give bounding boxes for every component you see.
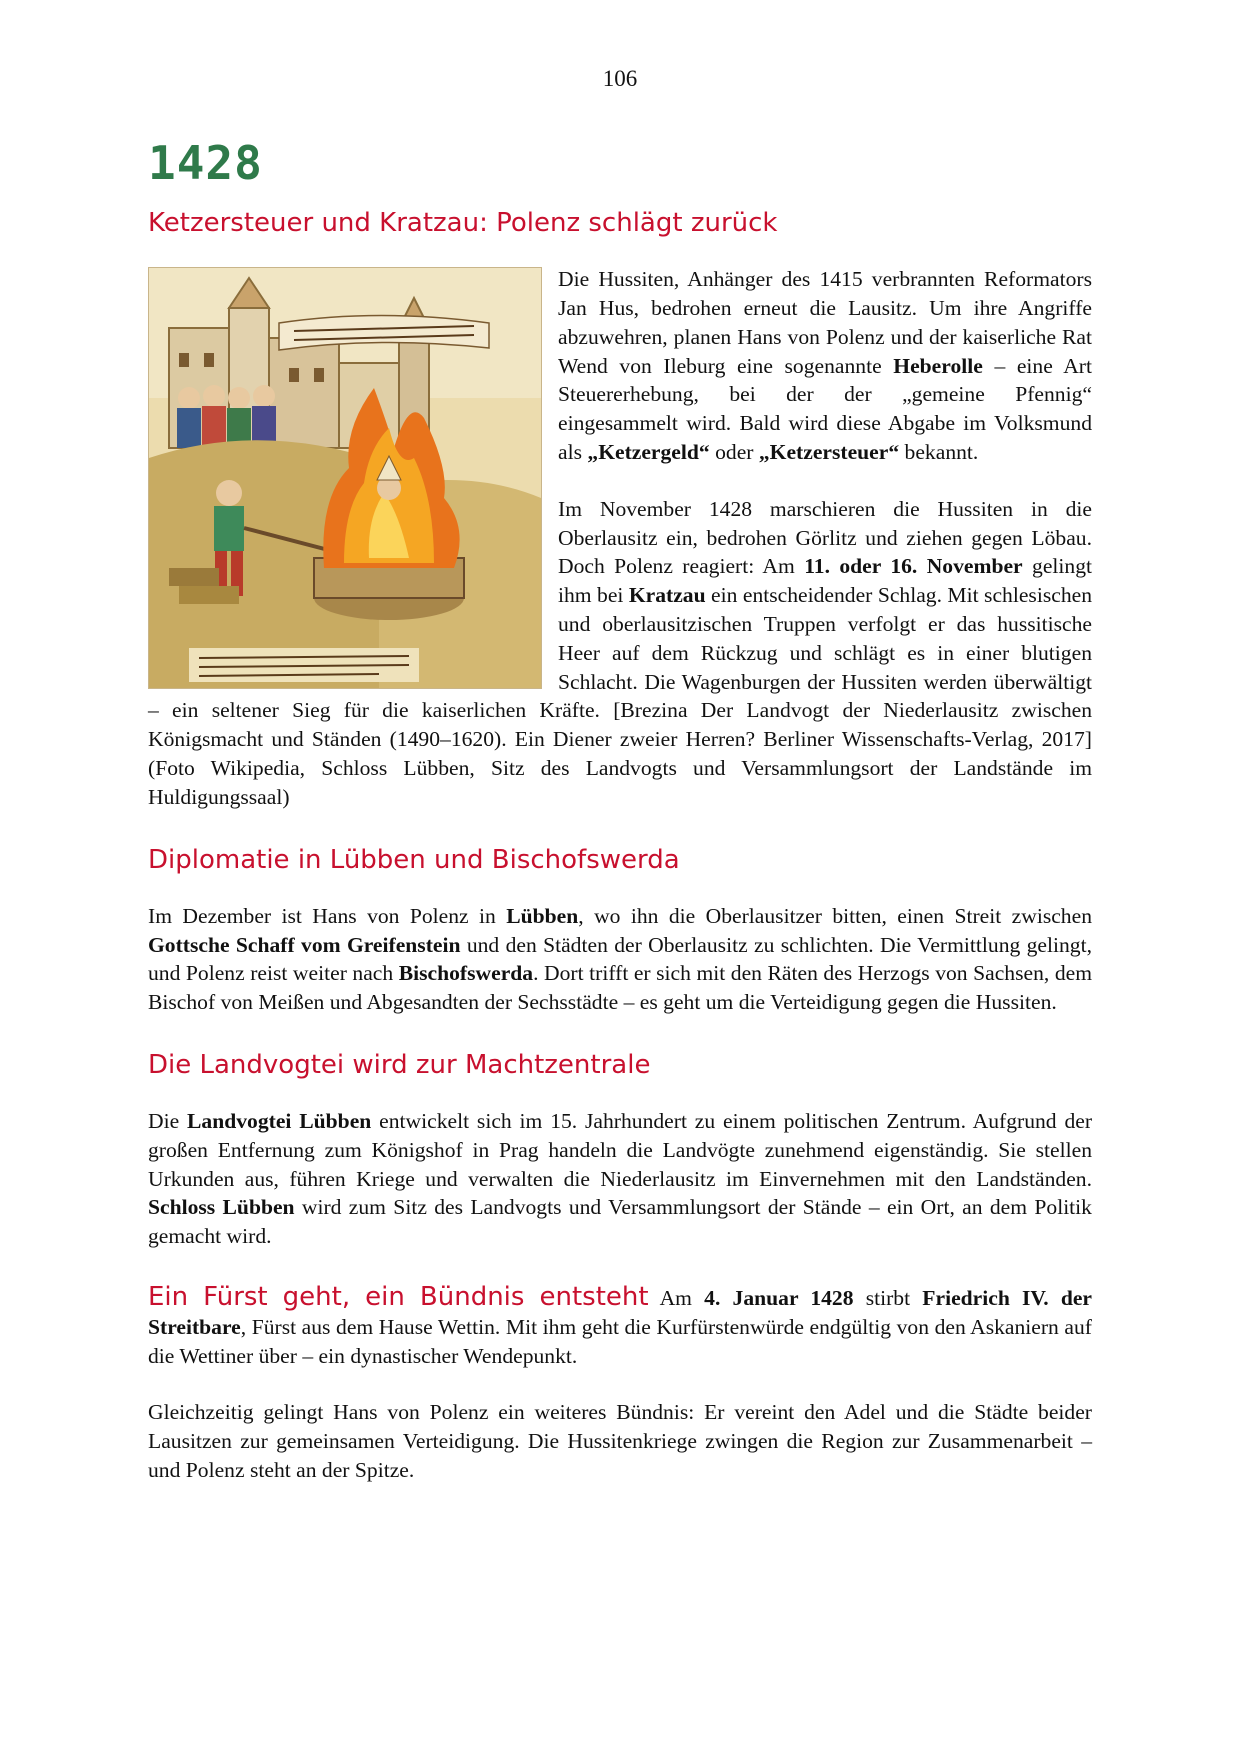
text-run: Im November 1428 marschieren die Hussiten in die Oberlausitz ein, bedrohen Görlitz und ziehen gegen Löbau. Doch Polenz reagiert: Am: [558, 496, 1092, 579]
text-run: Die Hussiten, Anhänger des 1415 verbrannten Reformators Jan Hus, bedrohen erneut die Lausitz. Um ihre Angriffe abzuwehren, planen Hans von Polenz und der kaiserliche Rat Wend von Ileburg eine sogenannte: [558, 267, 1092, 378]
section-ketzersteuer: [148, 265, 1092, 811]
paragraph-diplomatie: [148, 902, 1092, 1017]
section-heading-ketzersteuer: Ketzersteuer und Kratzau: Polenz schlägt zurück: [148, 208, 778, 238]
text-run: Im Dezember ist Hans von Polenz in: [148, 903, 507, 928]
paragraph-fuerst: [148, 1283, 1092, 1370]
text-run: Am: [648, 1286, 705, 1311]
year-heading: 1428: [148, 136, 263, 190]
date-november: 11. oder 16. November: [804, 554, 1023, 579]
section-heading-fuerst: Ein Fürst geht, ein Bündnis entsteht: [148, 1282, 649, 1313]
text-run: wird zum Sitz des Landvogts und Versammlungsort der Stände – ein Ort, an dem Politik gemacht wird.: [148, 1195, 1092, 1249]
text-run: bekannt.: [899, 439, 979, 464]
paragraph-buendnis: Gleichzeitig gelingt Hans von Polenz ein weiteres Bündnis: Er vereint den Adel und die Städte beider Lausitzen zur gemeinsamen Verteidigung. Die Hussitenkriege zwingen die Region zur Zusammenarbeit – und Polenz steht an der Spitze.: [148, 1400, 1092, 1483]
section-heading-diplomatie: Diplomatie in Lübben und Bischofswerda: [148, 844, 680, 875]
text-run: ein entscheidender Schlag. Mit schlesischen und oberlausitzischen Truppen verfolgt er das hussitische Heer auf dem Rückzug und schlägt es in einer blutigen Schlacht. Die Wagenburgen der Hussiten werden überwältigt – ein seltener Sieg für die kaiserlichen Kräfte. [Brezina Der Landvogt der Niederlausitz zwischen Königsmacht und Ständen (1490–1620). Ein Diener zweier Herren? Berliner Wissenschafts-Verlag, 2017] (Foto Wikipedia, Schloss Lübben, Sitz des Landvogts und Versammlungsort der Landstände im Huldigungssaal): [148, 583, 1092, 809]
text-run: . Dort trifft er sich mit den Räten des Herzogs von Sachsen, dem Bischof von Meißen und Abgesandten der Sechsstädte – es geht um die Verteidigung gegen die Hussiten.: [148, 961, 1092, 1015]
illustration-drawing: [149, 268, 541, 688]
place-schloss-luebben: Schloss Lübben: [148, 1195, 295, 1220]
text-run: – eine Art Steuererhebung, bei der der „gemeine Pfennig“ eingesammelt wird. Bald wird diese Abgabe im Volksmund als: [558, 353, 1092, 464]
place-kratzau: Kratzau: [628, 583, 706, 608]
term-ketzersteuer: „Ketzersteuer“: [758, 439, 900, 464]
text-run: , wo ihn die Oberlausitzer bitten, einen Streit zwischen: [578, 903, 1092, 928]
text-run: gelingt ihm bei: [558, 554, 1092, 608]
term-heberolle: Heberolle: [893, 353, 983, 378]
person-friedrich-iv: Friedrich IV. der Streitbare: [148, 1286, 1093, 1339]
page-content: [148, 136, 1093, 1485]
place-bischofswerda: Bischofswerda: [398, 961, 534, 986]
page-number: 106: [602, 66, 638, 91]
term-landvogtei-luebben: Landvogtei Lübben: [187, 1109, 372, 1134]
text-run: stirbt: [853, 1286, 923, 1311]
text-run: Die: [148, 1109, 188, 1134]
section-landvogtei: [148, 1107, 1092, 1251]
text-run: oder: [709, 439, 759, 464]
text-run: entwickelt sich im 15. Jahrhundert zu einem politischen Zentrum. Aufgrund der großen Entfernung zum Königshof in Prag handeln die Landvögte zunehmend eigenständig. Sie stellen Urkunden aus, führen Kriege und verwalten die Niederlausitz im Einvernehmen mit den Landständen.: [148, 1109, 1093, 1191]
section-fuerst: [148, 1283, 1092, 1485]
hus-burning-illustration: [148, 267, 542, 689]
text-run: und den Städten der Oberlausitz zu schlichten. Die Vermittlung gelingt, und Polenz reist weiter nach: [148, 932, 1092, 986]
text-run: , Fürst aus dem Hause Wettin. Mit ihm geht die Kurfürstenwürde endgültig von den Askaniern auf die Wettiner über – ein dynastischer Wendepunkt.: [148, 1314, 1092, 1368]
person-gottsche-schaff: Gottsche Schaff vom Greifenstein: [148, 932, 461, 957]
place-luebben: Lübben: [506, 903, 579, 928]
paragraph-landvogtei: [148, 1107, 1092, 1251]
section-diplomatie: [148, 902, 1092, 1017]
date-4-januar: 4. Januar 1428: [704, 1286, 854, 1311]
section-heading-landvogtei: Die Landvogtei wird zur Machtzentrale: [148, 1049, 651, 1080]
term-ketzergeld: „Ketzergeld“: [587, 439, 710, 464]
